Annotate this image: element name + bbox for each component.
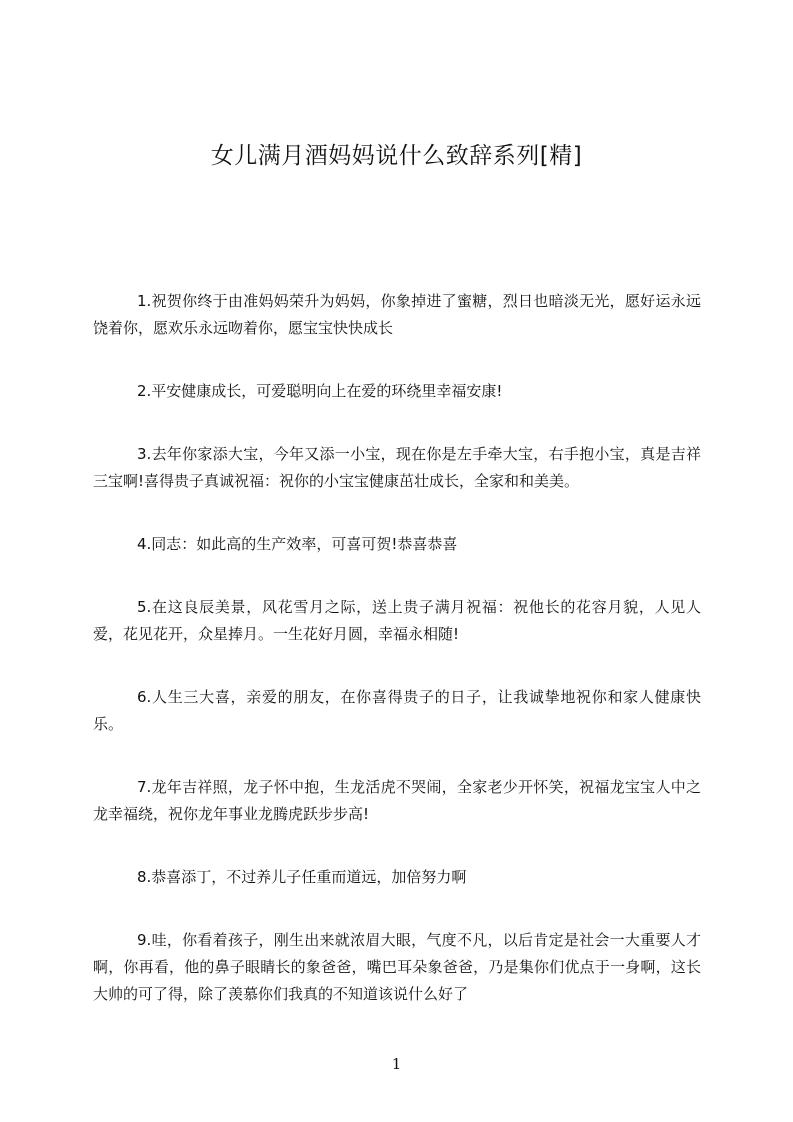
paragraph-8: 8.恭喜添丁，不过养儿子任重而道远，加倍努力啊 bbox=[137, 868, 467, 886]
document-title: 女儿满月酒妈妈说什么致辞系列[精] bbox=[210, 143, 583, 169]
paragraph-4: 4.同志：如此高的生产效率，可喜可贺!恭喜恭喜 bbox=[137, 535, 458, 553]
page-number: 1 bbox=[391, 1055, 402, 1073]
paragraph-2: 2.平安健康成长，可爱聪明向上在爱的环绕里幸福安康! bbox=[137, 382, 503, 400]
paragraph-7: 7.龙年吉祥照，龙子怀中抱，生龙活虎不哭闹，全家老少开怀笑，祝福龙宝宝人中之龙幸福绕，祝你龙年事业龙腾虎跃步步高! bbox=[93, 778, 701, 823]
paragraph-6: 6.人生三大喜，亲爱的朋友，在你喜得贵子的日子，让我诚挚地祝你和家人健康快乐。 bbox=[93, 688, 701, 733]
paragraph-1: 1.祝贺你终于由准妈妈荣升为妈妈，你象掉进了蜜糖，烈日也暗淡无光，愿好运永远饶着你，愿欢乐永远吻着你，愿宝宝快快成长 bbox=[93, 292, 701, 337]
paragraph-5: 5.在这良辰美景，风花雪月之际，送上贵子满月祝福：祝他长的花容月貌，人见人爱，花见花开，众星捧月。一生花好月圆，幸福永相随! bbox=[93, 598, 701, 643]
paragraph-3: 3.去年你家添大宝，今年又添一小宝，现在你是左手牵大宝，右手抱小宝，真是吉祥三宝啊!喜得贵子真诚祝福：祝你的小宝宝健康茁壮成长，全家和和美美。 bbox=[93, 445, 701, 490]
paragraph-9: 9.哇，你看着孩子，刚生出来就浓眉大眼，气度不凡，以后肯定是社会一大重要人才啊，你再看，他的鼻子眼睛长的象爸爸，嘴巴耳朵象爸爸，乃是集你们优点于一身啊，这长大帅的可了得，除了羡慕你们我真的不知道该说什么好了 bbox=[93, 931, 701, 1003]
document-body bbox=[93, 288, 701, 1044]
